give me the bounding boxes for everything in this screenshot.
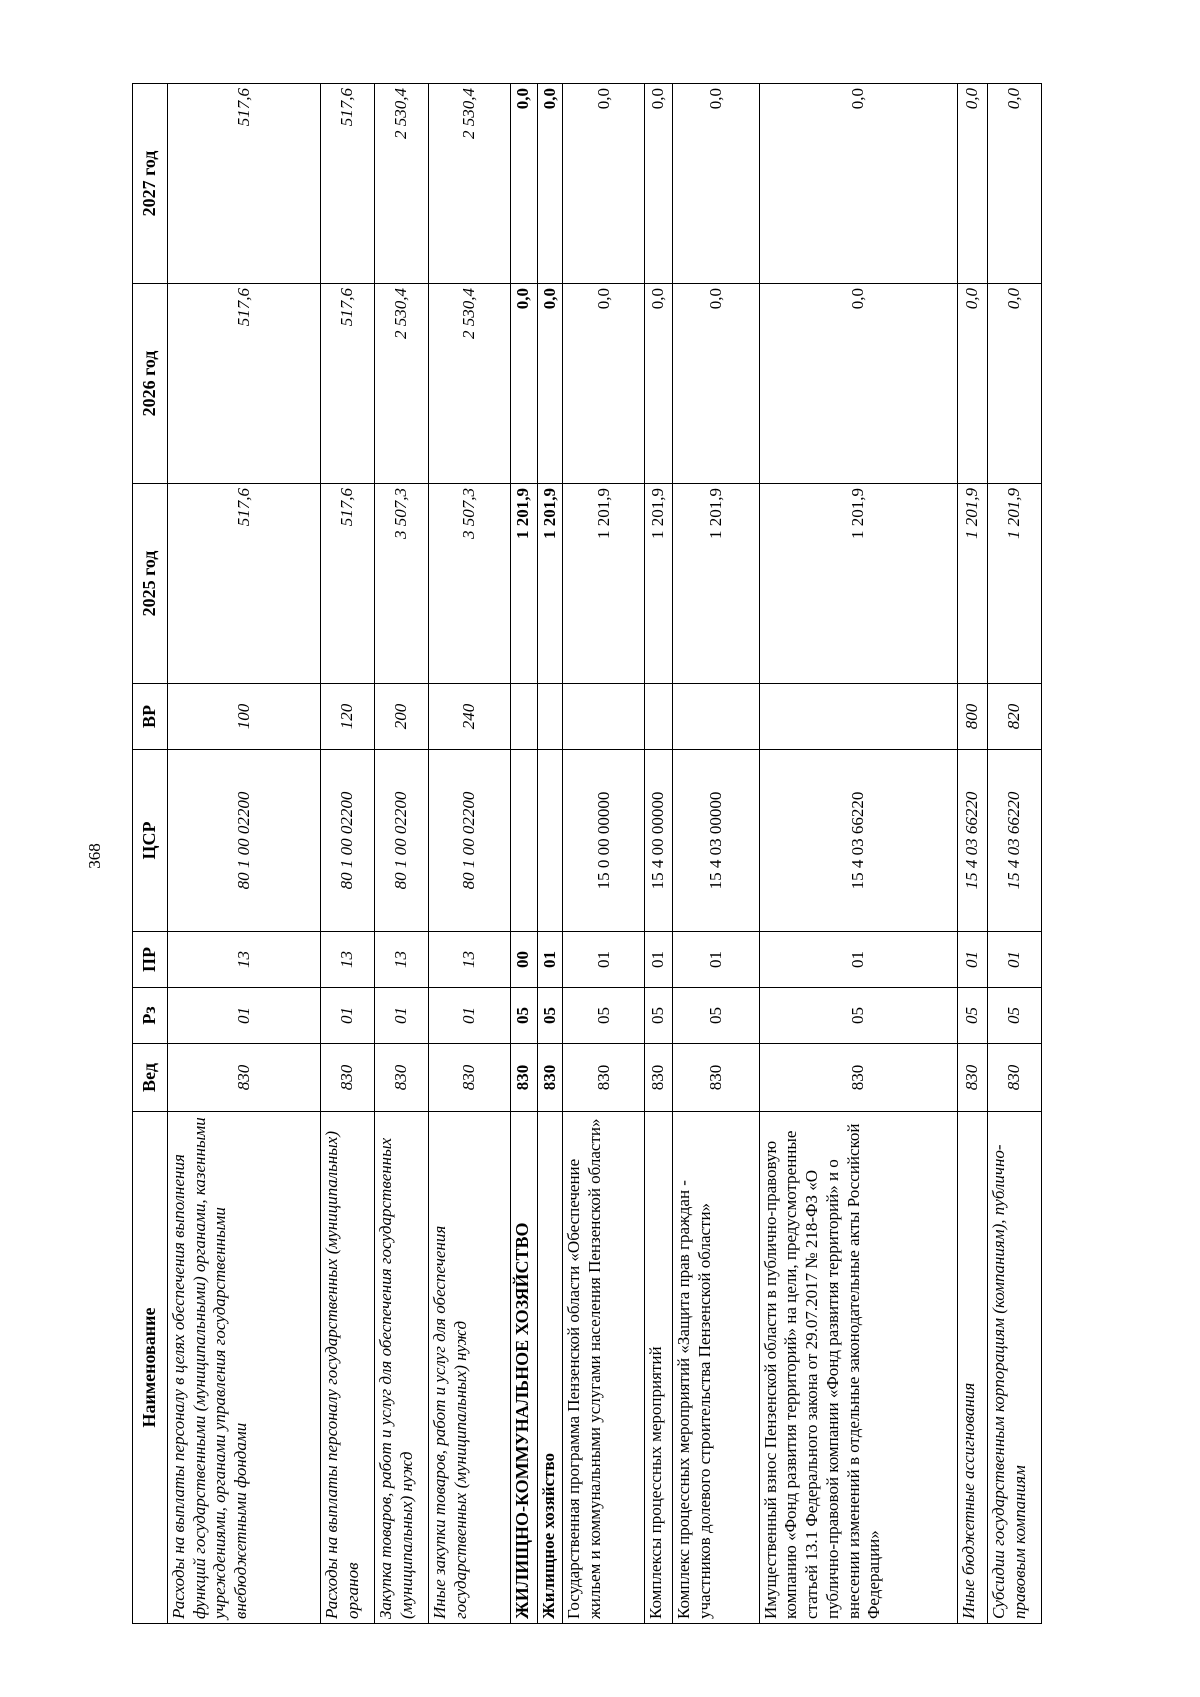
table-row bbox=[428, 84, 510, 1624]
row-2026: 2 530,4 bbox=[374, 284, 428, 484]
row-vr: 800 bbox=[957, 684, 987, 750]
row-2027: 0,0 bbox=[537, 84, 563, 284]
row-csr: 15 4 00 00000 bbox=[645, 750, 673, 932]
row-ved: 830 bbox=[321, 1044, 375, 1112]
row-name: Закупка товаров, работ и услуг для обеспечения государственных (муниципальных) нужд bbox=[374, 1112, 428, 1624]
row-ved: 830 bbox=[374, 1044, 428, 1112]
header-2025: 2025 год bbox=[133, 484, 168, 684]
row-ved: 830 bbox=[957, 1044, 987, 1112]
row-2025: 1 201,9 bbox=[759, 484, 957, 684]
row-name: Жилищное хозяйство bbox=[537, 1112, 563, 1624]
row-csr: 15 4 03 66220 bbox=[957, 750, 987, 932]
row-2027: 0,0 bbox=[645, 84, 673, 284]
row-2026: 0,0 bbox=[645, 284, 673, 484]
header-csr: ЦСР bbox=[133, 750, 168, 932]
row-csr bbox=[537, 750, 563, 932]
row-rz: 01 bbox=[321, 988, 375, 1044]
row-rz: 05 bbox=[563, 988, 645, 1044]
row-vr bbox=[673, 684, 759, 750]
row-name: Имущественный взнос Пензенской области в публично-правовую компанию «Фонд развития территорий» на цели, предусмотренные статьей 13.1 Федерального закона от 29.07.2017 № 218-ФЗ «О публично-правовой компании «Фонд развития территорий» и о внесении изменений в отдельные законодательные акты Российской Федерации» bbox=[759, 1112, 957, 1624]
row-csr: 80 1 00 02200 bbox=[374, 750, 428, 932]
table-row bbox=[563, 84, 645, 1624]
row-2027: 2 530,4 bbox=[428, 84, 510, 284]
row-name: Комплексы процессных мероприятий bbox=[645, 1112, 673, 1624]
row-ved: 830 bbox=[759, 1044, 957, 1112]
row-name: Иные бюджетные ассигнования bbox=[957, 1112, 987, 1624]
row-name: Комплекс процессных мероприятий «Защита прав граждан - участников долевого строительства Пензенской области» bbox=[673, 1112, 759, 1624]
row-name: Государственная программа Пензенской области «Обеспечение жильем и коммунальными услугами населения Пензенской области» bbox=[563, 1112, 645, 1624]
row-rz: 01 bbox=[428, 988, 510, 1044]
row-rz: 05 bbox=[957, 988, 987, 1044]
row-2027: 0,0 bbox=[957, 84, 987, 284]
header-pr: ПР bbox=[133, 932, 168, 988]
row-2026: 2 530,4 bbox=[428, 284, 510, 484]
row-pr: 01 bbox=[759, 932, 957, 988]
row-csr: 80 1 00 02200 bbox=[321, 750, 375, 932]
row-csr: 15 4 03 66220 bbox=[988, 750, 1042, 932]
row-2026: 0,0 bbox=[759, 284, 957, 484]
row-ved: 830 bbox=[673, 1044, 759, 1112]
table-row bbox=[673, 84, 759, 1624]
header-vr: ВР bbox=[133, 684, 168, 750]
row-pr: 01 bbox=[645, 932, 673, 988]
row-rz: 05 bbox=[510, 988, 537, 1044]
row-2027: 0,0 bbox=[673, 84, 759, 284]
header-name: Наименование bbox=[133, 1112, 168, 1624]
row-2027: 517,6 bbox=[168, 84, 321, 284]
row-2027: 0,0 bbox=[563, 84, 645, 284]
row-pr: 01 bbox=[537, 932, 563, 988]
row-2025: 1 201,9 bbox=[957, 484, 987, 684]
row-vr bbox=[563, 684, 645, 750]
table-row bbox=[510, 84, 537, 1624]
row-rz: 05 bbox=[988, 988, 1042, 1044]
row-pr: 01 bbox=[988, 932, 1042, 988]
row-rz: 01 bbox=[374, 988, 428, 1044]
row-2025: 517,6 bbox=[321, 484, 375, 684]
row-csr: 15 0 00 00000 bbox=[563, 750, 645, 932]
row-pr: 00 bbox=[510, 932, 537, 988]
table-row bbox=[759, 84, 957, 1624]
row-2027: 0,0 bbox=[759, 84, 957, 284]
row-2025: 1 201,9 bbox=[510, 484, 537, 684]
row-vr: 820 bbox=[988, 684, 1042, 750]
row-2026: 517,6 bbox=[321, 284, 375, 484]
row-name: Субсидии государственным корпорациям (компаниям), публично-правовым компаниям bbox=[988, 1112, 1042, 1624]
budget-table-rotated bbox=[132, 84, 1042, 1624]
row-2027: 0,0 bbox=[510, 84, 537, 284]
row-vr bbox=[510, 684, 537, 750]
row-pr: 13 bbox=[321, 932, 375, 988]
row-2026: 0,0 bbox=[673, 284, 759, 484]
row-pr: 13 bbox=[168, 932, 321, 988]
row-2026: 0,0 bbox=[563, 284, 645, 484]
row-ved: 830 bbox=[510, 1044, 537, 1112]
row-vr: 200 bbox=[374, 684, 428, 750]
row-csr: 80 1 00 02200 bbox=[168, 750, 321, 932]
row-ved: 830 bbox=[428, 1044, 510, 1112]
header-rz: Рз bbox=[133, 988, 168, 1044]
row-pr: 01 bbox=[563, 932, 645, 988]
row-ved: 830 bbox=[645, 1044, 673, 1112]
row-2026: 0,0 bbox=[988, 284, 1042, 484]
row-ved: 830 bbox=[563, 1044, 645, 1112]
row-2027: 0,0 bbox=[988, 84, 1042, 284]
row-pr: 01 bbox=[673, 932, 759, 988]
row-ved: 830 bbox=[988, 1044, 1042, 1112]
row-rz: 01 bbox=[168, 988, 321, 1044]
table-row bbox=[168, 84, 321, 1624]
row-vr: 240 bbox=[428, 684, 510, 750]
header-ved: Вед bbox=[133, 1044, 168, 1112]
row-vr bbox=[537, 684, 563, 750]
row-vr bbox=[645, 684, 673, 750]
row-ved: 830 bbox=[168, 1044, 321, 1112]
row-2025: 1 201,9 bbox=[645, 484, 673, 684]
row-2025: 1 201,9 bbox=[673, 484, 759, 684]
row-name: Расходы на выплаты персоналу государственных (муниципальных) органов bbox=[321, 1112, 375, 1624]
row-rz: 05 bbox=[645, 988, 673, 1044]
row-2025: 517,6 bbox=[168, 484, 321, 684]
budget-table bbox=[132, 83, 1042, 1624]
row-name: Иные закупки товаров, работ и услуг для обеспечения государственных (муниципальных) нужд bbox=[428, 1112, 510, 1624]
row-2027: 2 530,4 bbox=[374, 84, 428, 284]
row-csr: 15 4 03 00000 bbox=[673, 750, 759, 932]
row-csr bbox=[510, 750, 537, 932]
row-pr: 13 bbox=[374, 932, 428, 988]
page-number: 368 bbox=[85, 843, 104, 869]
table-row bbox=[321, 84, 375, 1624]
row-2025: 3 507,3 bbox=[374, 484, 428, 684]
row-vr: 120 bbox=[321, 684, 375, 750]
row-2025: 3 507,3 bbox=[428, 484, 510, 684]
budget-table-container bbox=[132, 84, 1042, 1624]
row-ved: 830 bbox=[537, 1044, 563, 1112]
row-pr: 13 bbox=[428, 932, 510, 988]
table-row bbox=[645, 84, 673, 1624]
row-2026: 0,0 bbox=[510, 284, 537, 484]
row-2027: 517,6 bbox=[321, 84, 375, 284]
row-2025: 1 201,9 bbox=[988, 484, 1042, 684]
row-vr bbox=[759, 684, 957, 750]
row-csr: 15 4 03 66220 bbox=[759, 750, 957, 932]
row-name: Расходы на выплаты персоналу в целях обеспечения выполнения функций государственными (муниципальными) органами, казенными учреждениями, органами управления государственными внебюджетными фондами bbox=[168, 1112, 321, 1624]
row-rz: 05 bbox=[537, 988, 563, 1044]
table-header-row bbox=[133, 84, 168, 1624]
row-2026: 517,6 bbox=[168, 284, 321, 484]
table-row bbox=[988, 84, 1042, 1624]
row-name: ЖИЛИЩНО-КОММУНАЛЬНОЕ ХОЗЯЙСТВО bbox=[510, 1112, 537, 1624]
header-2026: 2026 год bbox=[133, 284, 168, 484]
row-2025: 1 201,9 bbox=[563, 484, 645, 684]
row-2025: 1 201,9 bbox=[537, 484, 563, 684]
header-2027: 2027 год bbox=[133, 84, 168, 284]
row-2026: 0,0 bbox=[957, 284, 987, 484]
row-vr: 100 bbox=[168, 684, 321, 750]
row-2026: 0,0 bbox=[537, 284, 563, 484]
row-pr: 01 bbox=[957, 932, 987, 988]
table-row bbox=[537, 84, 563, 1624]
table-row bbox=[957, 84, 987, 1624]
row-rz: 05 bbox=[673, 988, 759, 1044]
row-rz: 05 bbox=[759, 988, 957, 1044]
row-csr: 80 1 00 02200 bbox=[428, 750, 510, 932]
table-row bbox=[374, 84, 428, 1624]
